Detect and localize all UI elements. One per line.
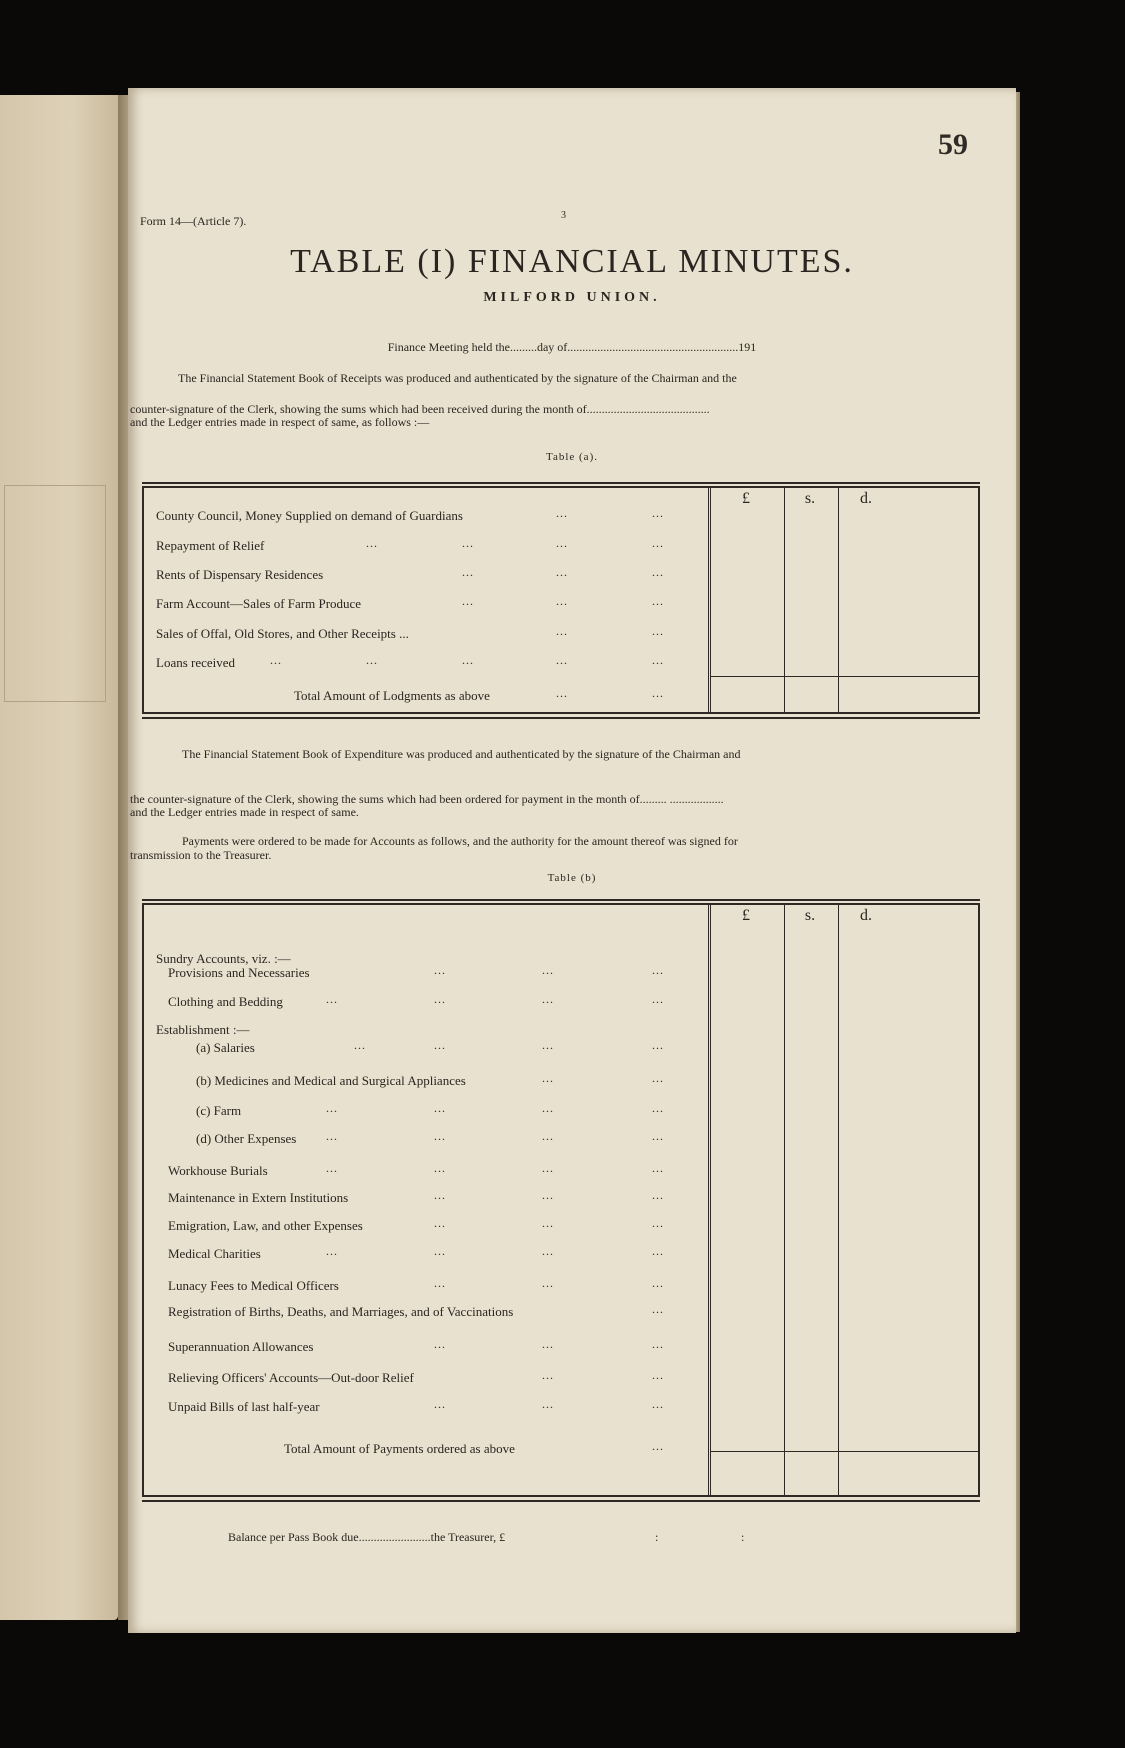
table-row: Superannuation Allowances xyxy=(168,1339,314,1354)
table-a: £ s. d. County Council, Money Supplied on demand of Guardians Repayment of Relief Rents of Dispensary Residences Farm Account—Sales of Farm Produce Sales of Offal, Old Stores, and Other Receipts ... Loans received Total Amount of Lodgments as above ... ... ... ... ... ... ... ... ... ... ... ... ... ... ... ... ... ... ... ... ... xyxy=(142,486,980,714)
table-a-total: Total Amount of Lodgments as above xyxy=(294,688,490,703)
page-title: TABLE (I) FINANCIAL MINUTES. xyxy=(290,243,854,280)
table-row: Repayment of Relief xyxy=(156,538,265,553)
form-number: 3 xyxy=(561,210,566,221)
form-reference: Form 14—(Article 7). xyxy=(140,214,247,228)
table-row: Relieving Officers' Accounts—Out-door Relief xyxy=(168,1370,414,1385)
receipts-paragraph-3: and the Ledger entries made in respect of same, as follows :— xyxy=(130,415,430,429)
receipts-paragraph-2: counter-signature of the Clerk, showing the sums which had been received during the month of......................................... xyxy=(130,402,710,416)
facing-page xyxy=(0,95,118,1620)
page-number: 59 xyxy=(938,128,968,161)
receipts-paragraph-1: The Financial Statement Book of Receipts was produced and authenticated by the signature of the Chairman and the xyxy=(178,371,737,385)
pence-header: d. xyxy=(860,490,872,507)
table-row: (b) Medicines and Medical and Surgical Appliances xyxy=(196,1073,466,1088)
shillings-header: s. xyxy=(804,907,816,924)
table-row: Emigration, Law, and other Expenses xyxy=(168,1218,363,1233)
expenditure-paragraph-1: The Financial Statement Book of Expenditure was produced and authenticated by the signature of the Chairman and xyxy=(182,747,741,761)
table-b-total: Total Amount of Payments ordered as above xyxy=(284,1441,515,1456)
table-a-caption: Table (a). xyxy=(546,451,598,463)
table-row: Maintenance in Extern Institutions xyxy=(168,1190,349,1205)
table-row: Unpaid Bills of last half-year xyxy=(168,1399,320,1414)
document-page: 59 Form 14—(Article 7). 3 TABLE (I) FINANCIAL MINUTES. MILFORD UNION. Finance Meeting held the.........day of.........................................................191 The Financial Statement Book of Receipts was produced and authenticated by the signature of the Chairman and the counter-signature of the Clerk, showing the sums which had been received during the month of......................................... and the Ledger entries made in respect of same, as follows :— Table (a). £ s. d. County Council, Money Supplied on demand of Guardians Repayment of Relief Rents of Dispensary Residences Farm Account—Sales of Farm Produce Sales of Offal, Old Stores, and Other Receipts ... Loans received Total Amount of Lodgments as above ... ... ... ... ... ... ... ... ... ... ... ... ... ... ... ... ... ... ... ... ... The Financial Statement Book of Expenditure was produced and authenticated by the signature of the Chairman and the counter-signature of the Clerk, showing the sums which had been ordered for payment in the month of......... .................. and the Ledger entries made in respect of same. Payments were ordered to be made for Accounts as follows, and the authority for the amount thereof was signed for transmission to the Treasurer. Table (b) £ s. d. Sundry Accounts, viz. :— Provisions and Necessaries Clothing and Bedding Establishment :— (a) Salaries (b) Medicines and Medical and Surgical Appliances (c) Farm (d) Other Expenses Workhouse Burials Maintenance in Extern Institutions Emigration, Law, and other Expenses Medical Charities Lunacy Fees to Medical Officers Registration of Births, Deaths, and Marriages, and of Vaccinations Superannuation Allowances Relieving Officers' Accounts—Out-door Relief Unpaid Bills of last half-year Total Amount of Payments ordered as above ... ... ... ... ... ... ... ... ... ... ... ... ... ... ... ... ... ... ... ... ... ... ... ... ... ... ... ... ... ... ... ... ... ... ... ... ... ... ... ... ... ... ... ... ... ... ... ... Balance per Pass Book due........................the Treasurer, £ : : xyxy=(128,88,1016,1633)
balance-line: Balance per Pass Book due........................the Treasurer, £ xyxy=(228,1530,506,1544)
table-row: (a) Salaries xyxy=(196,1040,255,1055)
payments-paragraph-2: transmission to the Treasurer. xyxy=(130,848,272,862)
expenditure-paragraph-3: and the Ledger entries made in respect of same. xyxy=(130,805,359,819)
table-row: Sales of Offal, Old Stores, and Other Receipts ... xyxy=(156,626,409,641)
pounds-header: £ xyxy=(742,490,750,507)
shillings-header: s. xyxy=(804,490,816,507)
pence-header: d. xyxy=(860,907,872,924)
table-row: Workhouse Burials xyxy=(168,1163,268,1178)
meeting-line: Finance Meeting held the.........day of.........................................................191 xyxy=(387,340,757,354)
table-row: (c) Farm xyxy=(196,1103,242,1118)
table-row: Sundry Accounts, viz. :— xyxy=(156,951,291,966)
table-row: Lunacy Fees to Medical Officers xyxy=(168,1278,339,1293)
table-row: (d) Other Expenses xyxy=(196,1131,297,1146)
table-b: £ s. d. Sundry Accounts, viz. :— Provisions and Necessaries Clothing and Bedding Establishment :— (a) Salaries (b) Medicines and Medical and Surgical Appliances (c) Farm (d) Other Expenses Workhouse Burials Maintenance in Extern Institutions Emigration, Law, and other Expenses Medical Charities Lunacy Fees to Medical Officers Registration of Births, Deaths, and Marriages, and of Vaccinations Superannuation Allowances Relieving Officers' Accounts—Out-door Relief Unpaid Bills of last half-year Total Amount of Payments ordered as above ... ... ... ... ... ... ... ... ... ... ... ... ... ... ... ... ... ... ... ... ... ... ... ... ... ... ... ... ... ... ... ... ... ... ... ... ... ... ... ... ... ... ... ... ... ... ... ... xyxy=(142,903,980,1497)
table-row: Loans received xyxy=(156,655,236,670)
table-row: Establishment :— xyxy=(156,1022,250,1037)
table-b-caption: Table (b) xyxy=(547,872,597,884)
facing-page-table xyxy=(4,485,106,702)
union-name: MILFORD UNION. xyxy=(483,290,661,305)
payments-paragraph-1: Payments were ordered to be made for Accounts as follows, and the authority for the amount thereof was signed for xyxy=(182,834,738,848)
expenditure-paragraph-2: the counter-signature of the Clerk, showing the sums which had been ordered for payment in the month of......... .................. xyxy=(130,792,724,806)
table-row: Provisions and Necessaries xyxy=(168,965,310,980)
table-row: County Council, Money Supplied on demand of Guardians xyxy=(156,508,463,523)
pounds-header: £ xyxy=(742,907,750,924)
table-row: Registration of Births, Deaths, and Marriages, and of Vaccinations xyxy=(168,1304,514,1319)
table-row: Medical Charities xyxy=(168,1246,261,1261)
table-row: Clothing and Bedding xyxy=(168,994,283,1009)
table-row: Rents of Dispensary Residences xyxy=(156,567,324,582)
table-row: Farm Account—Sales of Farm Produce xyxy=(156,596,362,611)
